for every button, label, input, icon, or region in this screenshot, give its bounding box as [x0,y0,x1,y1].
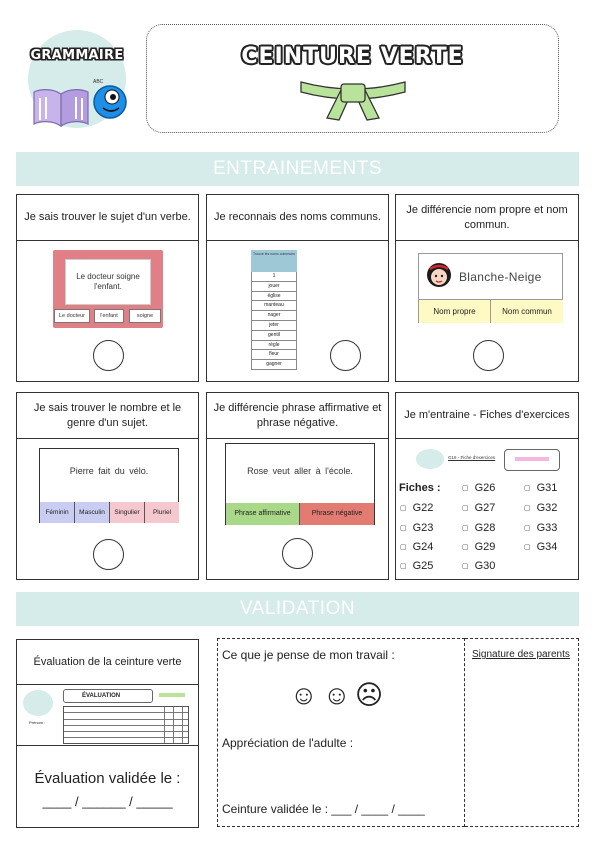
page-title: CEINTURE VERTE [241,44,464,69]
file-icon: ▢ [524,525,531,532]
fiche-item[interactable] [462,502,495,514]
mini-badge [416,449,444,469]
fiche-label: G23 [412,522,434,534]
singulier-cell: Singulier [109,502,144,523]
word-row: règle [251,341,297,351]
validation-circle[interactable] [93,340,124,371]
fiche-label: G30 [474,560,496,572]
character-name: Blanche-Neige [459,270,542,284]
section-entrainements: ENTRAINEMENTS [16,152,579,186]
validation-circle[interactable] [473,340,504,371]
thumb-col [173,707,174,743]
card-affirmative-negative [206,392,389,580]
feminin-cell: Féminin [40,502,74,523]
masculin-cell: Masculin [74,502,109,523]
nom-propre-cell: Nom propre [419,299,491,323]
thumb-belt-bar [159,693,185,697]
word-list-header: Trouve les noms communs [251,250,297,272]
adult-assessment-label: Appréciation de l'adulte : [222,736,354,750]
fiche-label: G34 [536,541,558,553]
book-icon [32,86,90,128]
sentence: Rose veut aller à l'école. [247,466,353,476]
card-nombre-genre [16,392,199,580]
file-icon: ▢ [524,485,531,492]
card-noms-communs [206,194,389,382]
word-row: fleur [251,350,297,360]
file-icon: ▢ [400,544,407,551]
word-list [251,250,297,370]
file-icon: ▢ [524,544,531,551]
tag: Le docteur [54,309,90,323]
file-icon: ▢ [462,544,469,551]
princess-icon [425,260,453,290]
nom-commun-cell: Nom commun [491,299,563,323]
fiche-item[interactable] [462,522,495,534]
thumb-table [63,706,189,744]
fiche-label: G29 [474,541,496,553]
neutral-face-icon[interactable]: ☺ [323,680,351,710]
fiche-label: G22 [412,502,434,514]
file-icon: ▢ [462,485,469,492]
file-icon: ▢ [462,505,469,512]
validation-circle[interactable] [330,340,361,371]
fiche-item[interactable] [462,541,495,553]
thumb-title: ÉVALUATION [63,689,153,703]
evaluation-thumbnail [17,686,198,746]
mini-title-frame [504,449,560,471]
evaluation-date-blank[interactable]: ____ / ______ / _____ [42,794,173,809]
card-title: Je différencie phrase affirmative et phrase négative. [207,393,388,439]
file-icon: ▢ [400,525,407,532]
card-illustration [53,250,163,328]
sad-face-icon[interactable]: ☹ [355,680,384,710]
fiches-label: Fiches : [399,482,441,494]
word-row: manteau [251,301,297,311]
evaluation-card [16,639,199,828]
fiche-label: G32 [536,502,558,514]
fiche-item[interactable] [524,541,557,553]
thumb-row [64,732,188,738]
mini-title: G16 - Fiche d'exercices [448,455,496,460]
happy-face-icon[interactable]: ☺ [290,680,318,710]
mini-belt [515,457,549,461]
pluriel-cell: Pluriel [144,502,179,523]
fiche-item[interactable] [462,482,495,494]
fiche-label: G25 [412,560,434,572]
word-row: nager [251,311,297,321]
fiche-label: G28 [474,522,496,534]
tag: soigne [129,309,161,323]
fiche-label: G24 [412,541,434,553]
card-sujet-verbe [16,194,199,382]
card-title: Je sais trouver le sujet d'un verbe. [17,195,198,241]
word-row: gentil [251,331,297,341]
parents-signature-box[interactable] [465,638,579,827]
card-illustration [225,443,375,525]
self-assessment-label: Ce que je pense de mon travail : [222,648,395,662]
negative-cell: Phrase négative [300,503,374,525]
fiche-item[interactable] [400,502,433,514]
thumb-col [182,707,183,743]
fiche-item[interactable] [524,502,557,514]
card-illustration [39,448,179,523]
sentence-board: Le docteur soigne l'enfant. [65,259,151,305]
green-belt-icon [297,76,409,122]
self-assessment-box [217,638,465,827]
card-title: Je m'entraine - Fiches d'exercices [396,393,578,439]
file-icon: ▢ [400,505,407,512]
fiche-item[interactable] [400,560,433,572]
card-fiches-exercices [395,392,579,580]
card-title: Je sais trouver le nombre et le genre d'un sujet. [17,393,198,439]
evaluation-title: Évaluation de la ceinture verte [17,640,198,685]
word-row: église [251,292,297,302]
card-title: Je reconnais des noms communs. [207,195,388,241]
evaluation-validated-label: Évaluation validée le : [34,770,181,787]
word-row: 1 [251,272,297,282]
card-title: Je différencie nom propre et nom commun. [396,195,578,241]
card-nom-propre-commun [395,194,579,382]
fiche-label: G31 [536,482,558,494]
word-row: gagner [251,360,297,370]
file-icon: ▢ [400,563,407,570]
file-icon: ▢ [462,563,469,570]
validation-circle[interactable] [93,539,124,570]
card-illustration [418,253,563,323]
parents-signature-label: Signature des parents [472,649,570,660]
validation-circle[interactable] [282,538,313,569]
thumb-col [164,707,165,743]
fiche-label: G33 [536,522,558,534]
word-row: jeter [251,321,297,331]
fiche-item[interactable] [400,522,433,534]
mascot-icon [92,84,128,120]
abc-label: ABC [93,79,104,85]
file-icon: ▢ [524,505,531,512]
section-validation: VALIDATION [16,592,579,626]
thumb-belt [157,689,187,703]
tag: l'enfant [94,309,124,323]
fiche-item[interactable] [400,541,433,553]
word-row: jouer [251,282,297,292]
belt-validated-label[interactable]: Ceinture validée le : ___ / ____ / ____ [222,802,425,816]
fiche-label: G26 [474,482,496,494]
fiche-item[interactable] [462,560,495,572]
file-icon: ▢ [462,525,469,532]
sentence: Pierre fait du vélo. [69,466,149,476]
thumb-badge [23,690,53,716]
thumb-prenom: Prénom : [29,720,46,725]
fiche-item[interactable] [524,482,557,494]
fiche-item[interactable] [524,522,557,534]
badge-title: GRAMMAIRE [30,48,124,63]
fiche-label: G27 [474,502,496,514]
affirmative-cell: Phrase affirmative [226,503,300,525]
